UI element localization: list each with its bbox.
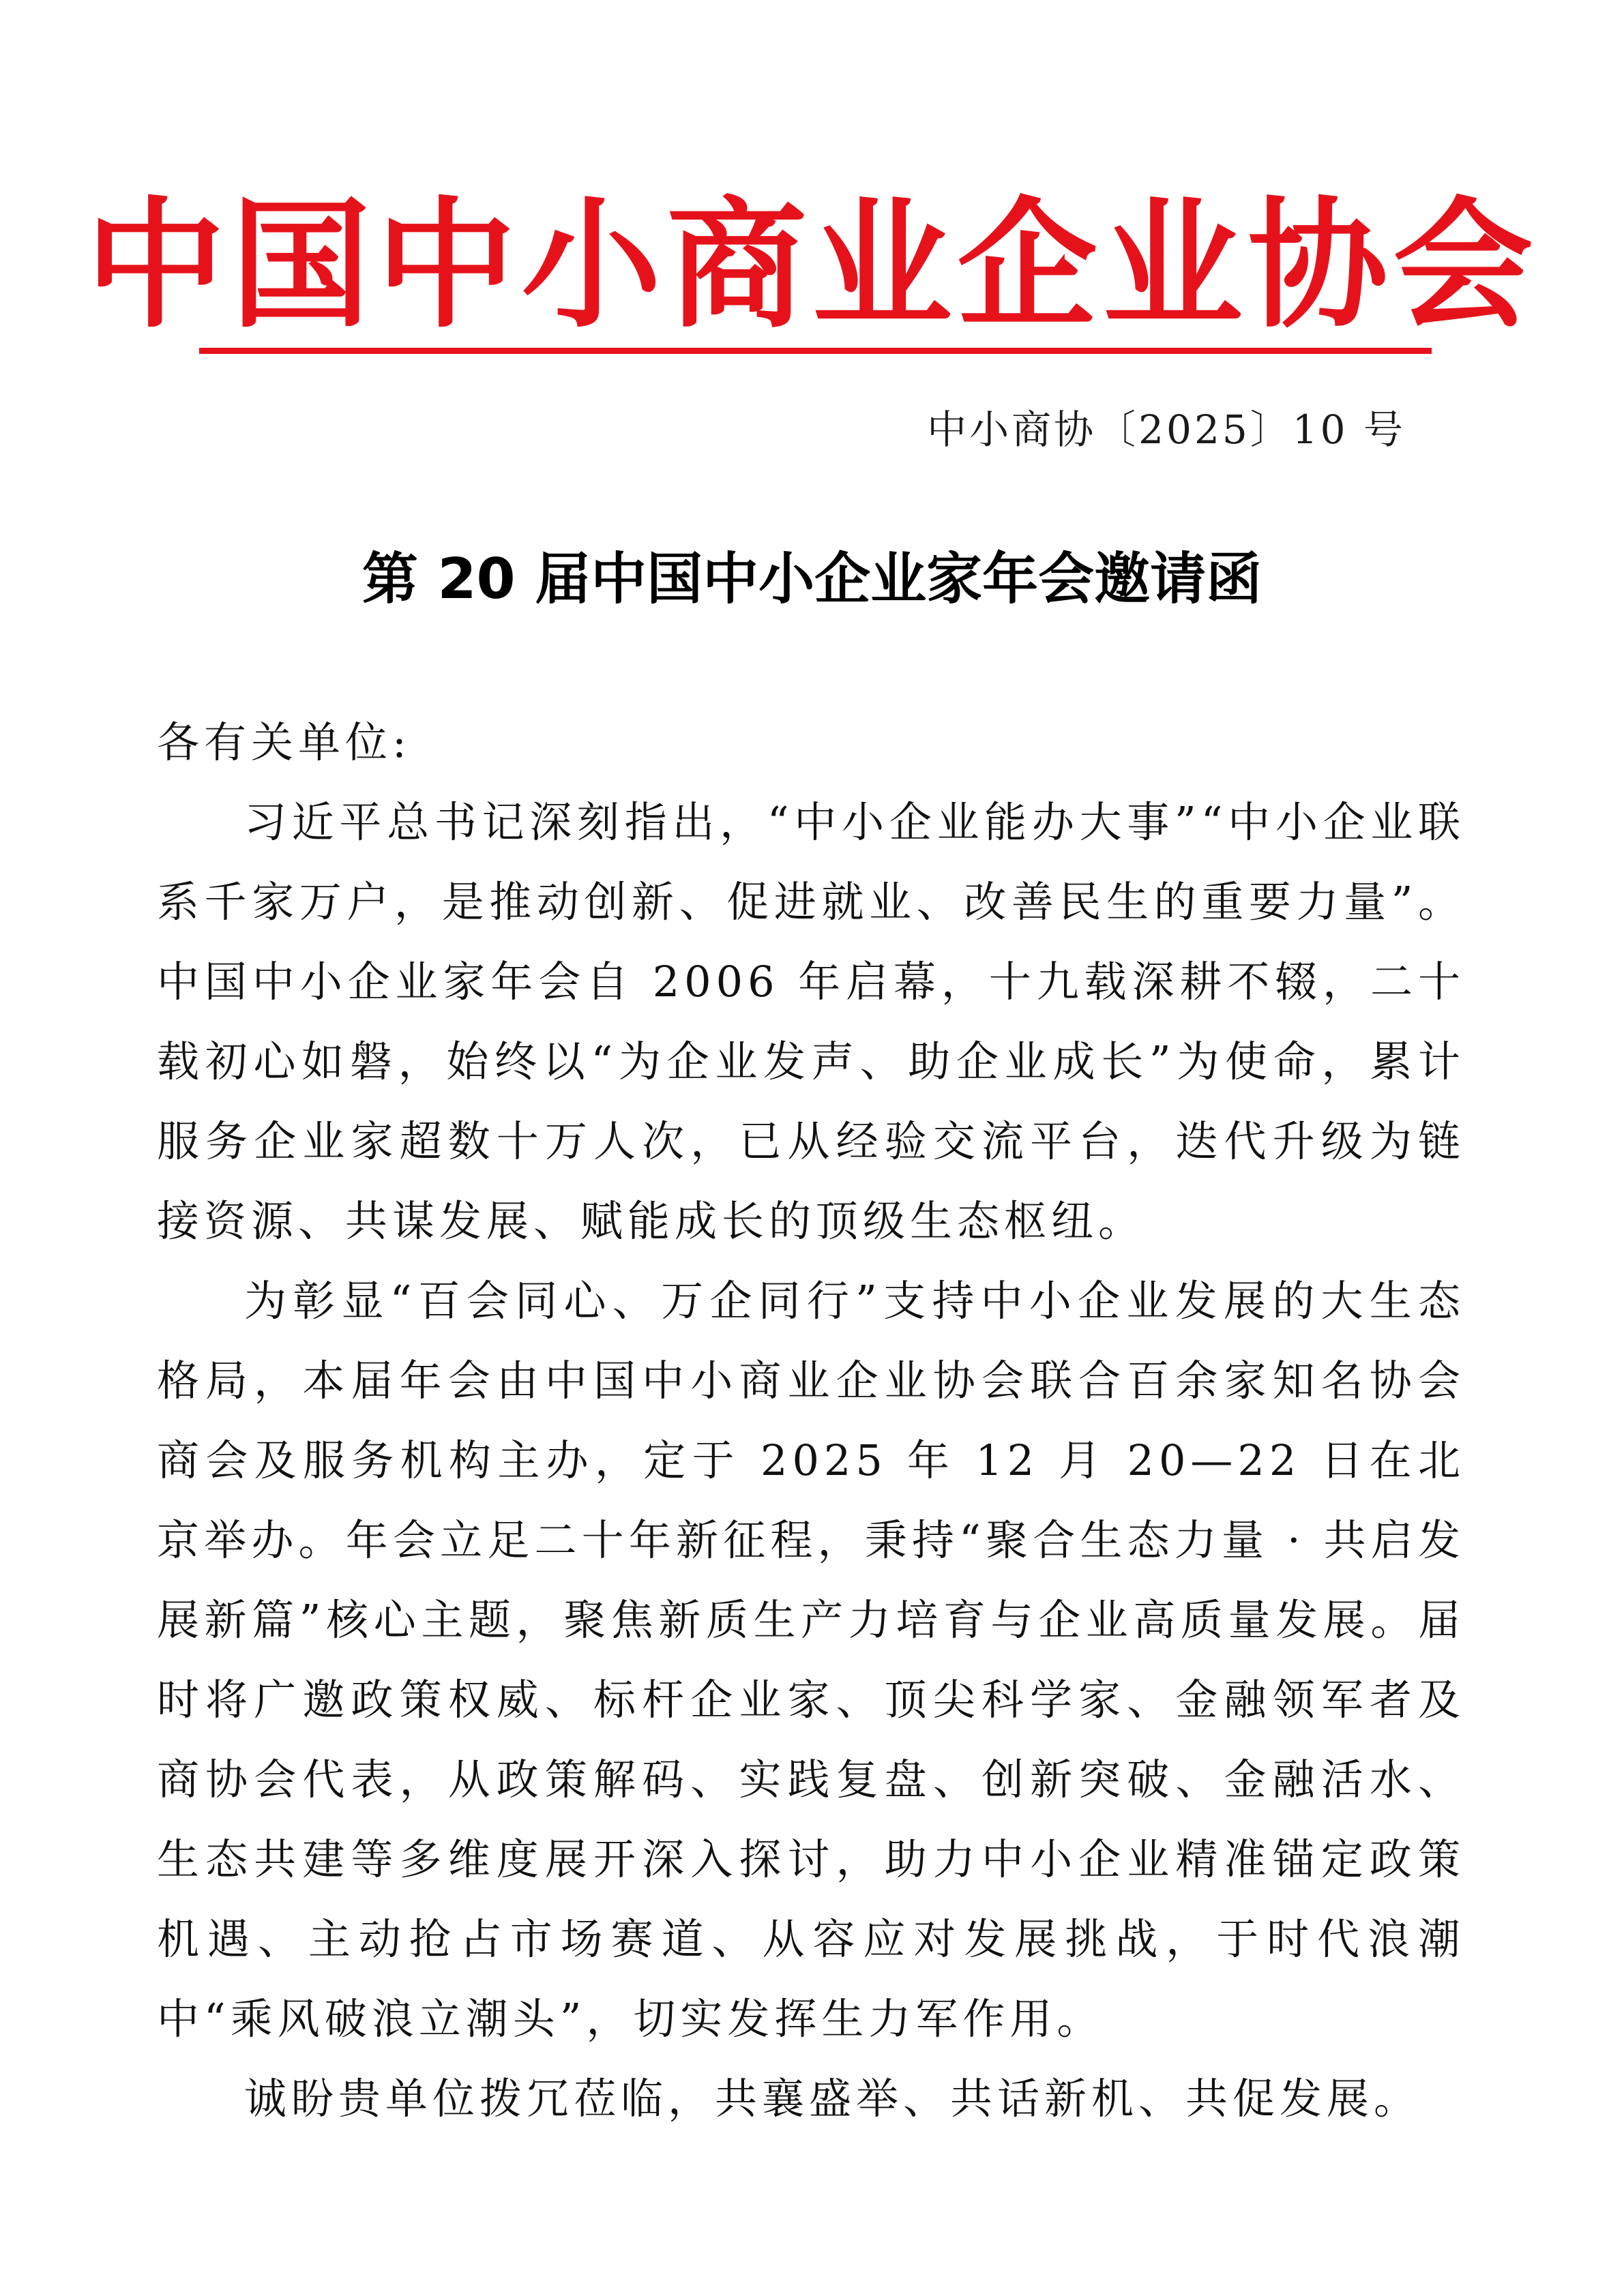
letterhead-red-rule [199,348,1432,354]
paragraph-intro: 习近平总书记深刻指出，“中小企业能办大事”“中小企业联系千家万户，是推动创新、促进就业、改善民生的重要力量”。中国中小企业家年会自 2006 年启幕，十九载深耕不辍，二十载初心如磐，始终以“为企业发声、助企业成长”为使命，累计服务企业家超数十万人次，已从经验交流平台，迭代升级为链接资源、共谋发展、赋能成长的顶级生态枢纽。 [157,797,1465,1246]
document-title: 第 20 届中国中小企业家年会邀请函 [361,547,1263,612]
salutation: 各有关单位: [157,717,411,767]
organization-letterhead: 中国中小商业企业协会 [85,185,1539,347]
paragraph-event-details: 为彰显“百会同心、万企同行”支持中小企业发展的大生态格局，本届年会由中国中小商业企业协会联合百余家知名协会商会及服务机构主办，定于 2025 年 12 月 20—22 日在北京举办。年会立足二十年新征程，秉持“聚合生态力量 · 共启发展新篇”核心主题，聚焦新质生产力培育与企业高质量发展。届时将广邀政策权威、标杆企业家、顶尖科学家、金融领军者及商协会代表，从政策解码、实践复盘、创新突破、金融活水、生态共建等多维度展开深入探讨，助力中小企业精准锚定政策机遇、主动抢占市场赛道、从容应对发展挑战，于时代浪潮中“乘风破浪立潮头”，切实发挥生力军作用。 [157,1276,1465,2044]
document-body [157,702,1465,2138]
document-number: 中小商协〔2025〕10 号 [927,406,1406,453]
paragraph-closing: 诚盼贵单位拨冗莅临，共襄盛举、共话新机、共促发展。 [244,2074,1421,2123]
